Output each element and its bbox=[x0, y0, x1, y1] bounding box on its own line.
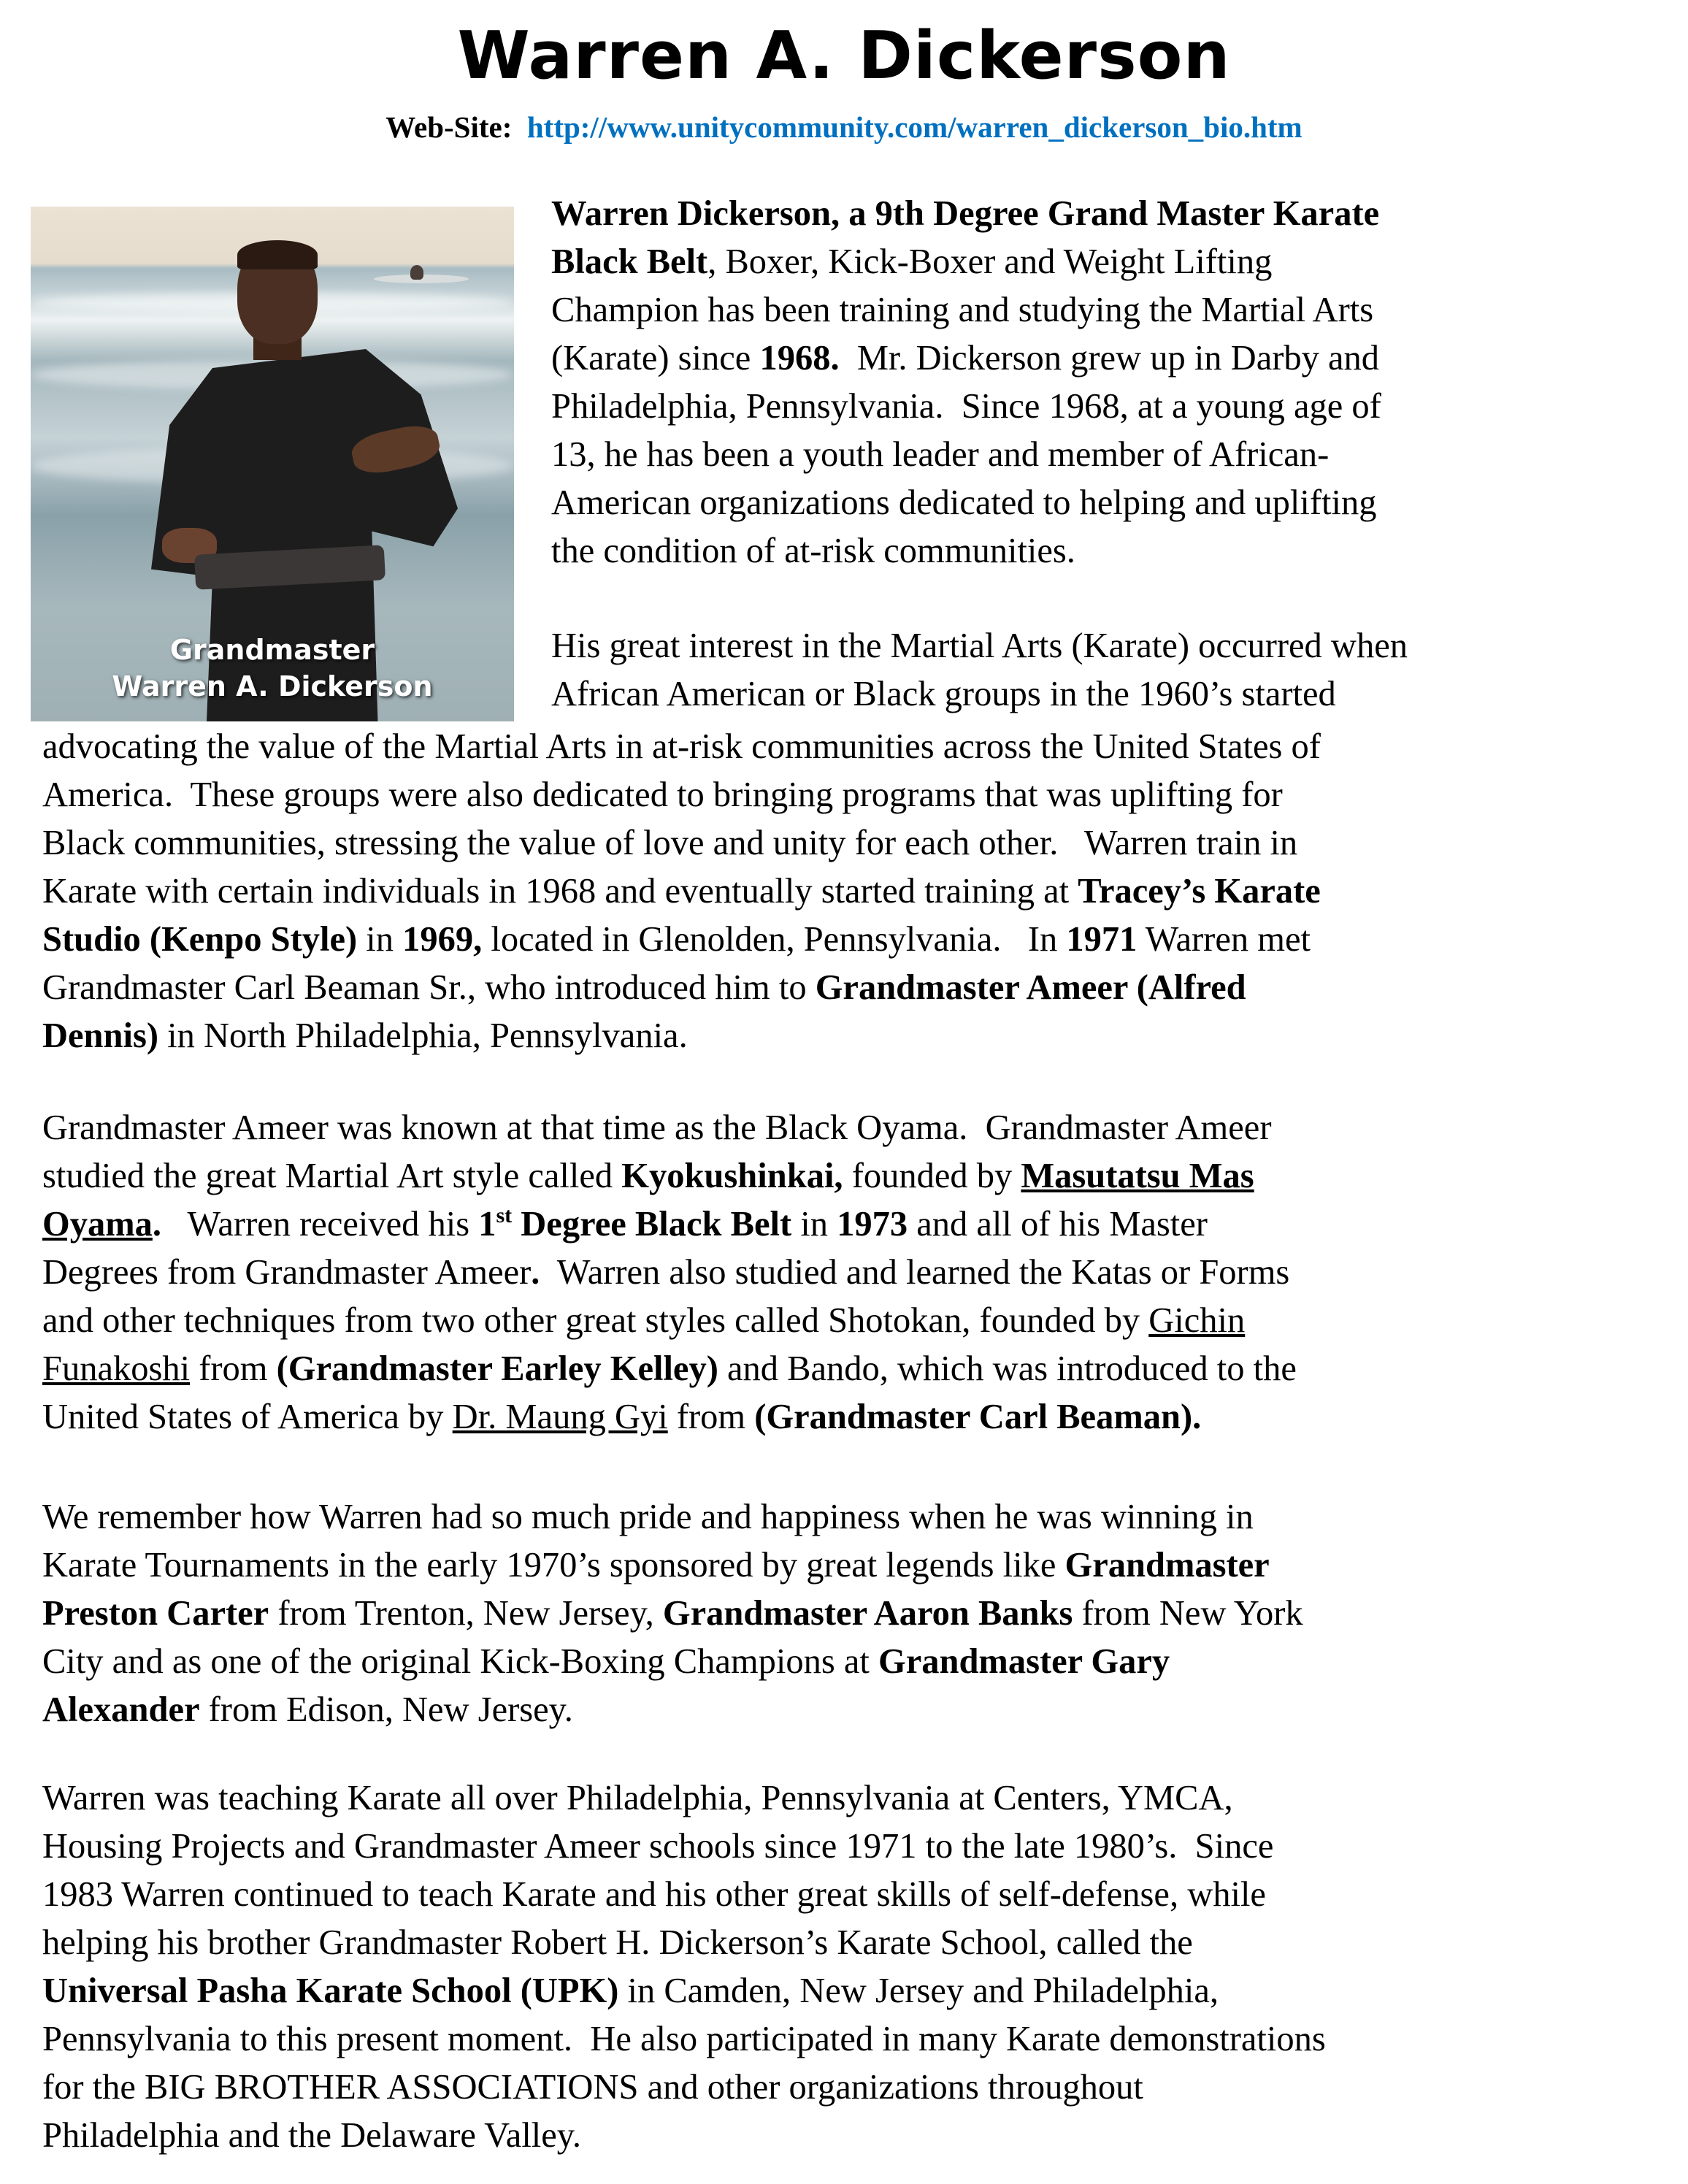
text-line: Black communities, stressing the value of love and unity for each other. Warren train in bbox=[42, 824, 1298, 862]
text: Degrees from Grandmaster Ameer bbox=[42, 1253, 532, 1292]
text-line: Grandmaster Ameer was known at that time as the Black Oyama. Grandmaster Ameer bbox=[42, 1108, 1272, 1147]
bold-text: Dennis) bbox=[42, 1016, 158, 1055]
text: from bbox=[190, 1349, 277, 1388]
bold-text: Warren Dickerson, a 9th Degree Grand Master Karate bbox=[551, 194, 1380, 233]
photo-caption bbox=[31, 632, 514, 705]
bold-text: Grandmaster Gary bbox=[878, 1642, 1170, 1681]
bold-text: 1 bbox=[478, 1205, 496, 1244]
text: in Camden, New Jersey and Philadelphia, bbox=[618, 1972, 1219, 2010]
bold-text: Black Belt bbox=[551, 242, 708, 281]
text: from Trenton, New Jersey, bbox=[269, 1594, 663, 1633]
text: founded by bbox=[843, 1157, 1021, 1195]
text-line: Warren was teaching Karate all over Philadelphia, Pennsylvania at Centers, YMCA, bbox=[42, 1779, 1233, 1817]
text-line: 13, he has been a youth leader and member of African- bbox=[551, 435, 1330, 474]
photo-caption-title: Grandmaster bbox=[169, 634, 375, 666]
bold-text: Studio (Kenpo Style) bbox=[42, 920, 358, 959]
bio-paragraph-2 bbox=[42, 723, 1670, 1060]
text: Warren received his bbox=[161, 1205, 479, 1244]
bold-text: Degree Black Belt bbox=[512, 1205, 792, 1244]
text-line: for the BIG BROTHER ASSOCIATIONS and other organizations throughout bbox=[42, 2068, 1143, 2107]
text: Warren met bbox=[1137, 920, 1311, 959]
bold-text: . bbox=[152, 1205, 162, 1244]
underlined-name: Masutatsu Mas bbox=[1021, 1157, 1254, 1195]
text-line bbox=[42, 1297, 1670, 1345]
text-line: Housing Projects and Grandmaster Ameer schools since 1971 to the late 1980’s. Since bbox=[42, 1827, 1274, 1866]
bio-paragraph-5 bbox=[42, 1774, 1670, 2160]
text: Grandmaster Carl Beaman Sr., who introduced him to bbox=[42, 968, 816, 1007]
underlined-name: Dr. Maung Gyi bbox=[452, 1398, 668, 1436]
text-line bbox=[42, 1200, 1670, 1249]
text: and Bando, which was introduced to the bbox=[718, 1349, 1297, 1388]
website-label: Web-Site: bbox=[385, 110, 513, 144]
page-title: Warren A. Dickerson bbox=[457, 18, 1231, 94]
text-line: American organizations dedicated to helping and uplifting bbox=[551, 483, 1377, 522]
underlined-name: Oyama bbox=[42, 1205, 153, 1244]
bold-text: Grandmaster bbox=[1064, 1546, 1270, 1585]
text: City and as one of the original Kick-Boxing Champions at bbox=[42, 1642, 878, 1681]
text-line bbox=[42, 1686, 1670, 1734]
text: studied the great Martial Art style called bbox=[42, 1157, 622, 1195]
text-line: African American or Black groups in the 1960’s started bbox=[551, 675, 1336, 713]
text: located in Glenolden, Pennsylvania. In bbox=[482, 920, 1067, 959]
text: (Karate) since bbox=[551, 339, 760, 378]
bold-text: Alexander bbox=[42, 1690, 200, 1729]
bold-text: Tracey’s Karate bbox=[1078, 872, 1321, 911]
underlined-name: Funakoshi bbox=[42, 1349, 191, 1388]
text: United States of America by bbox=[42, 1398, 453, 1436]
website-link[interactable]: http://www.unitycommunity.com/warren_dickerson_bio.htm bbox=[526, 110, 1303, 144]
bio-paragraph-2-top bbox=[551, 622, 1668, 719]
text: from bbox=[667, 1398, 755, 1436]
text: from Edison, New Jersey. bbox=[199, 1690, 573, 1729]
text-line bbox=[42, 1345, 1670, 1393]
text-line: the condition of at-risk communities. bbox=[551, 532, 1075, 570]
bold-text: Preston Carter bbox=[42, 1594, 269, 1633]
text-line: Philadelphia, Pennsylvania. Since 1968, at a young age of bbox=[551, 387, 1381, 426]
bold-text: Grandmaster Aaron Banks bbox=[662, 1594, 1073, 1633]
text: Karate Tournaments in the early 1970’s sponsored by great legends like bbox=[42, 1546, 1065, 1585]
bold-text: 1973 bbox=[837, 1205, 908, 1244]
bold-text: . bbox=[531, 1253, 540, 1292]
text: and other techniques from two other great styles called Shotokan, founded by bbox=[42, 1301, 1149, 1340]
text: in North Philadelphia, Pennsylvania. bbox=[158, 1016, 688, 1055]
text-line bbox=[551, 238, 1668, 286]
text-line: We remember how Warren had so much pride and happiness when he was winning in bbox=[42, 1498, 1254, 1536]
text: Mr. Dickerson grew up in Darby and bbox=[839, 339, 1380, 378]
text: in bbox=[357, 920, 403, 959]
text-line bbox=[42, 1541, 1670, 1590]
text-line bbox=[42, 1393, 1670, 1441]
portrait-photo bbox=[31, 207, 514, 721]
text-line bbox=[42, 1590, 1670, 1638]
text-line: America. These groups were also dedicated to bringing programs that was uplifting for bbox=[42, 775, 1283, 814]
text-line bbox=[42, 1249, 1670, 1297]
photo-surfer bbox=[410, 265, 423, 280]
text: and all of his Master bbox=[908, 1205, 1208, 1244]
superscript: st bbox=[496, 1203, 513, 1227]
text-line: 1983 Warren continued to teach Karate and his other great skills of self-defense, while bbox=[42, 1875, 1266, 1914]
text-line: helping his brother Grandmaster Robert H. Dickerson’s Karate School, called the bbox=[42, 1923, 1193, 1962]
text-line bbox=[42, 1012, 1670, 1060]
photo-caption-name: Warren A. Dickerson bbox=[112, 670, 433, 702]
text-line bbox=[42, 1152, 1670, 1200]
text-line bbox=[42, 867, 1670, 916]
bio-paragraph-4 bbox=[42, 1493, 1670, 1734]
bio-paragraph-1 bbox=[551, 190, 1668, 575]
text-line bbox=[42, 916, 1670, 964]
bold-text: Grandmaster Ameer (Alfred bbox=[815, 968, 1246, 1007]
text-line: Philadelphia and the Delaware Valley. bbox=[42, 2116, 582, 2155]
text: in bbox=[791, 1205, 837, 1244]
text: , Boxer, Kick-Boxer and Weight Lifting bbox=[707, 242, 1273, 281]
text-line bbox=[42, 1638, 1670, 1686]
bold-text: (Grandmaster Carl Beaman). bbox=[754, 1398, 1202, 1436]
text-line: advocating the value of the Martial Arts in at-risk communities across the United States of bbox=[42, 727, 1321, 766]
bold-text: (Grandmaster Earley Kelley) bbox=[276, 1349, 718, 1388]
text-line: Pennsylvania to this present moment. He also participated in many Karate demonstrations bbox=[42, 2020, 1326, 2058]
bold-text: Kyokushinkai, bbox=[621, 1157, 843, 1195]
bold-text: 1971 bbox=[1066, 920, 1138, 959]
bio-paragraph-3 bbox=[42, 1104, 1670, 1441]
bold-text: 1968. bbox=[759, 339, 840, 378]
text: Karate with certain individuals in 1968 and eventually started training at bbox=[42, 872, 1078, 911]
text-line: Champion has been training and studying the Martial Arts bbox=[551, 291, 1374, 329]
bold-text: Universal Pasha Karate School (UPK) bbox=[42, 1972, 619, 2010]
text-line bbox=[42, 964, 1670, 1012]
bold-text: 1969, bbox=[402, 920, 483, 959]
photo-hair bbox=[237, 240, 318, 269]
text: Warren also studied and learned the Katas or Forms bbox=[540, 1253, 1290, 1292]
text: from New York bbox=[1073, 1594, 1303, 1633]
text-line bbox=[551, 190, 1668, 238]
text-line bbox=[42, 1967, 1670, 2015]
text-line: His great interest in the Martial Arts (Karate) occurred when bbox=[551, 627, 1408, 665]
text-line bbox=[551, 334, 1668, 383]
website-line bbox=[0, 105, 1688, 149]
underlined-name: Gichin bbox=[1148, 1301, 1246, 1340]
